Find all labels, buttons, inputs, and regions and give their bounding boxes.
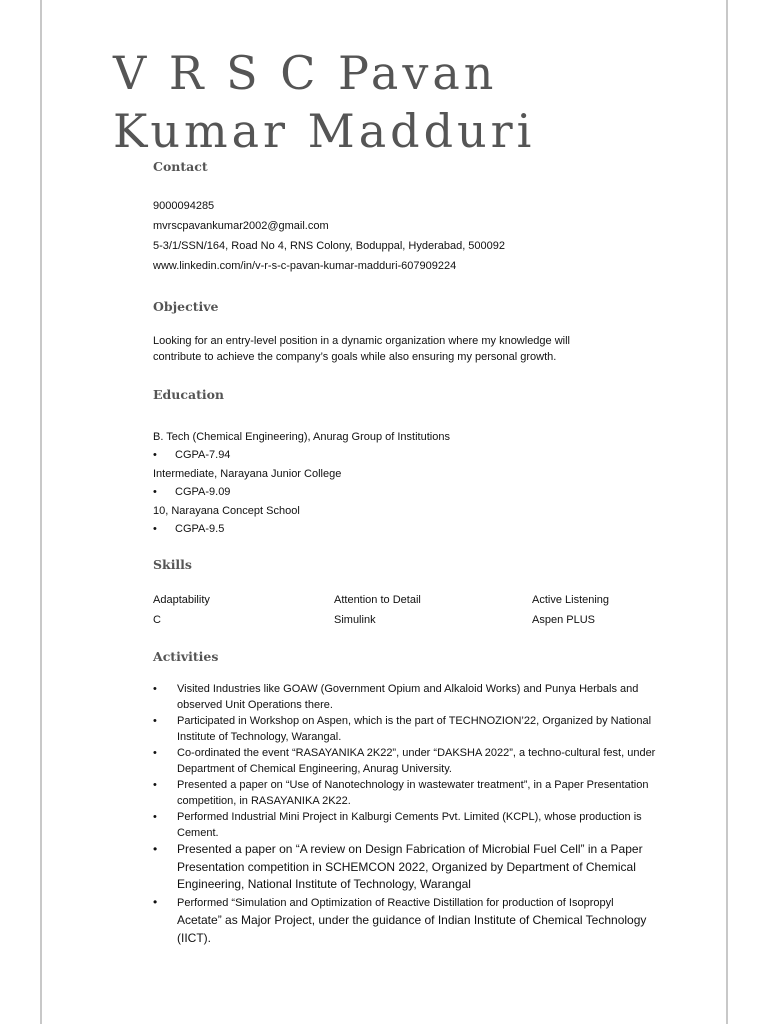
bullet-icon: •	[153, 811, 157, 823]
contact-linkedin: www.linkedin.com/in/v-r-s-c-pavan-kumar-madduri-607909224	[153, 260, 457, 272]
resume-name	[113, 44, 713, 160]
bullet-icon: •	[153, 747, 157, 759]
skill-item: Adaptability	[153, 594, 210, 606]
education-title: Intermediate, Narayana Junior College	[153, 468, 342, 480]
contact-phone: 9000094285	[153, 200, 215, 212]
page-border-left	[40, 0, 42, 1024]
bullet-icon: •	[153, 779, 157, 791]
skills-heading: Skills	[153, 557, 192, 572]
contact-address: 5-3/1/SSN/164, Road No 4, RNS Colony, Boduppal, Hyderabad, 500092	[153, 240, 506, 252]
activities-section	[153, 648, 693, 947]
contact-section	[153, 158, 693, 276]
bullet-icon: •	[153, 894, 158, 909]
list-item: • Participated in Workshop on Aspen, which is the part of TECHNOZION’22, Organized by National Institute of Technology, Warangal.	[153, 715, 652, 743]
objective-section	[153, 298, 693, 365]
education-score: • CGPA-7.94	[153, 446, 693, 465]
list-item: • Visited Industries like GOAW (Government Opium and Alkaloid Works) and Punya Herbals and observed Unit Operations there.	[153, 683, 639, 711]
activities-heading: Activities	[153, 649, 219, 664]
skill-item: Simulink	[334, 614, 376, 626]
list-item: • Performed “Simulation and Optimization of Reactive Distillation for production of Isopropyl Acetate” as Major Project, under the guidance of Indian Institute of Chemical Technology (IICT).	[153, 894, 647, 945]
contact-heading: Contact	[153, 159, 208, 174]
list-item: • Presented a paper on “Use of Nanotechnology in wastewater treatment”, in a Paper Presentation competition, in RASAYANIKA 2K22.	[153, 779, 649, 807]
list-item: • Performed Industrial Mini Project in Kalburgi Cements Pvt. Limited (KCPL), whose production is Cement.	[153, 811, 642, 839]
objective-heading: Objective	[153, 299, 219, 314]
skill-item: C	[153, 614, 161, 626]
education-title: B. Tech (Chemical Engineering), Anurag Group of Institutions	[153, 431, 450, 443]
list-item: • Co-ordinated the event “RASAYANIKA 2K22”, under “DAKSHA 2022”, a techno-cultural fest, under Department of Chemical Engineering, Anurag University.	[153, 747, 656, 775]
bullet-icon: •	[153, 523, 157, 535]
skills-section	[153, 556, 693, 630]
contact-email: mvrscpavankumar2002@gmail.com	[153, 220, 329, 232]
name-line-2: Kumar Madduri	[113, 104, 536, 158]
list-item: • Presented a paper on “A review on Design Fabrication of Microbial Fuel Cell” in a Paper Presentation competition in SCHEMCON 2022, Organized by Department of Chemical Engineering, National Institute of Technology, Warangal	[153, 842, 643, 891]
name-line-1: V R S C Pavan	[113, 46, 498, 100]
bullet-icon: •	[153, 842, 158, 856]
education-score: • CGPA-9.09	[153, 483, 693, 502]
skill-item: Attention to Detail	[334, 594, 421, 606]
education-title: 10, Narayana Concept School	[153, 505, 300, 517]
bullet-icon: •	[153, 486, 157, 498]
skill-item: Active Listening	[532, 594, 610, 606]
education-section	[153, 386, 693, 539]
resume-body	[153, 158, 693, 947]
skill-item: Aspen PLUS	[532, 614, 595, 626]
education-score: • CGPA-9.5	[153, 520, 693, 539]
skills-row	[153, 610, 693, 630]
education-heading: Education	[153, 387, 225, 402]
activities-list	[153, 681, 693, 947]
bullet-icon: •	[153, 449, 157, 461]
objective-text-line-2: contribute to achieve the company’s goals while also ensuring my personal growth.	[153, 351, 557, 363]
objective-text-line-1: Looking for an entry-level position in a dynamic organization where my knowledge will	[153, 335, 570, 347]
bullet-icon: •	[153, 715, 157, 727]
bullet-icon: •	[153, 683, 157, 695]
skills-row	[153, 590, 693, 610]
page-border-right	[726, 0, 728, 1024]
